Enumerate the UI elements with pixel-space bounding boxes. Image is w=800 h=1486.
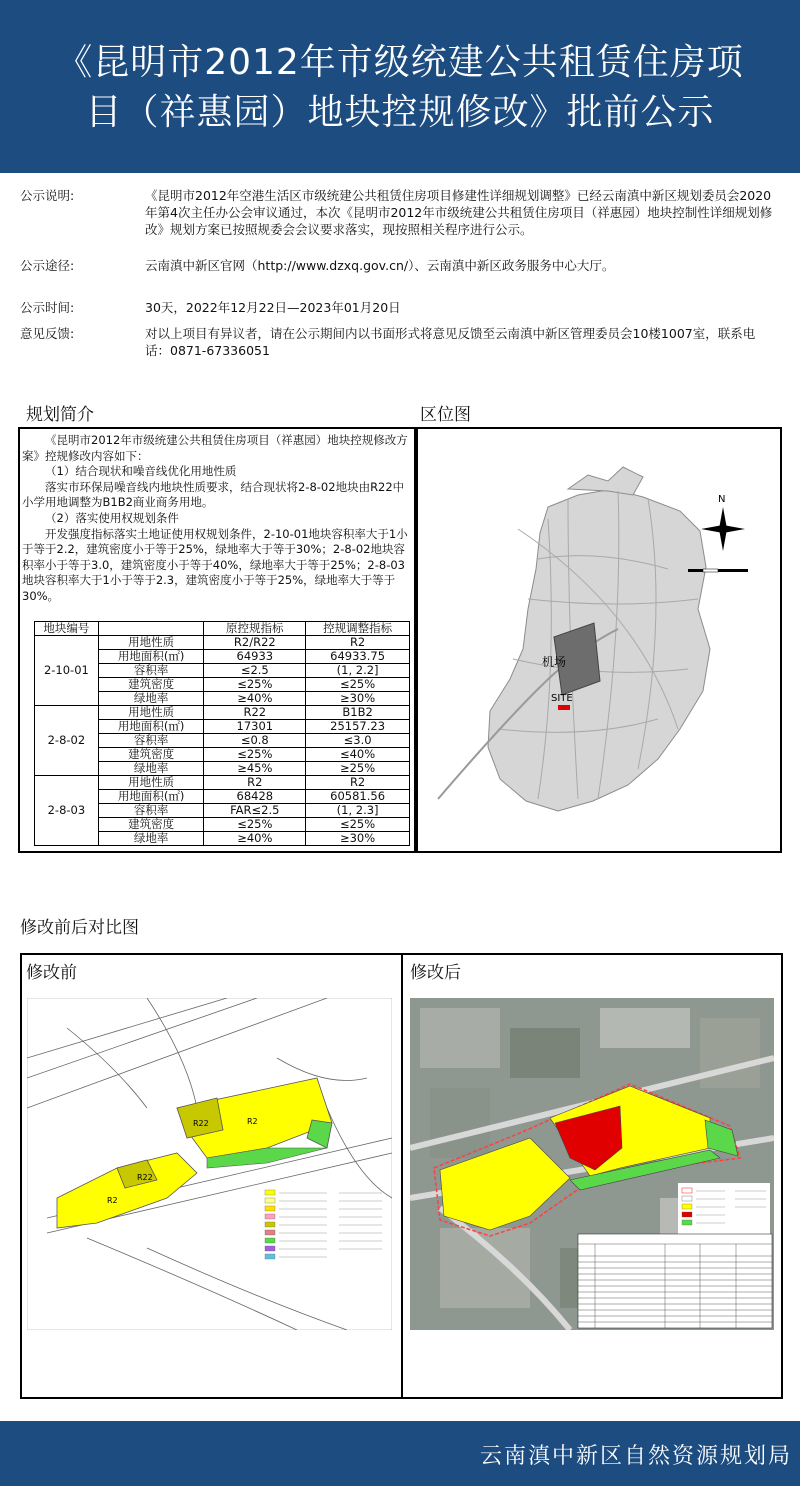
after-map [410,998,774,1330]
table-cell: R2/R22 [204,636,306,650]
footer-org-name: 云南滇中新区自然资源规划局 [479,1444,792,1469]
table-cell: ≤0.8 [204,734,306,748]
plot-id-cell: 2-8-03 [35,776,99,846]
table-cell: (1, 2.2] [306,664,410,678]
section-label-compare: 修改前后对比图 [20,918,139,938]
table-cell: 用地性质 [98,636,204,650]
table-cell: ≤3.0 [306,734,410,748]
section-label-intro: 规划简介 [26,405,94,425]
table-cell: 64933 [204,650,306,664]
indicator-table [34,621,410,846]
table-cell: 17301 [204,720,306,734]
table-header-row [35,622,410,636]
notice-row-feedback [20,325,780,359]
before-map [27,998,392,1330]
location-map [418,429,780,851]
site-marker [558,705,570,710]
table-cell: 用地性质 [98,706,204,720]
table-cell: B1B2 [306,706,410,720]
footer-banner [0,1421,800,1486]
intro-paragraph: 开发强度指标落实土地证使用权规划条件，2-10-01地块容积率大于1小于等于2.2，建筑密度小于等于25%，绿地率大于等于30%；2-8-02地块容积率小于等于3.0，建筑密度小于等于40%，绿地率大于等于25%；2-8-03地块容积率大于1小于等于2.3，建筑密度小于等于25%，绿地率大于等于30%。 [22,526,408,603]
location-map-box [416,427,782,853]
table-cell: ≤25% [204,818,306,832]
notice-label: 意见反馈: [20,326,75,341]
compare-divider [401,953,403,1399]
table-cell: 容积率 [98,664,204,678]
table-cell: 绿地率 [98,692,204,706]
notice-label: 公示途径: [20,258,75,273]
table-cell: FAR≤2.5 [204,804,306,818]
before-label-r22-b: R22 [137,1173,153,1182]
notice-row-time [20,299,780,325]
after-landuse-table [578,1234,772,1328]
table-cell: R2 [306,636,410,650]
table-header-cell: 原控规指标 [204,622,306,636]
table-cell: ≤25% [306,678,410,692]
site-label: SITE [551,693,573,704]
table-header-cell: 地块编号 [35,622,99,636]
intro-paragraph: （2）落实使用权规划条件 [45,510,179,525]
table-row [35,636,410,650]
table-header-cell: 控规调整指标 [306,622,410,636]
table-cell: 25157.23 [306,720,410,734]
table-cell: (1, 2.3] [306,804,410,818]
notice-value: 《昆明市2012年空港生活区市级统建公共租赁住房项目修建性详细规划调整》已经云南滇中新区规划委员会2020年第4次主任办公会审议通过，本次《昆明市2012年市级统建公共租赁住房项目（祥惠园）地块控制性详细规划修改》规划方案已按照规委会会议要求落实，现按照相关程序进行公示。 [145,188,773,237]
table-cell: ≥30% [306,692,410,706]
table-cell: ≤2.5 [204,664,306,678]
table-cell: ≤25% [306,818,410,832]
airport-label: 机场 [542,655,567,669]
table-header-cell [98,622,204,636]
notice-block [20,187,780,359]
notice-row-description [20,187,780,257]
page-title-line1: 《昆明市2012年市级统建公共租赁住房项 [56,42,744,83]
table-cell: ≥30% [306,832,410,846]
table-cell: ≥40% [204,692,306,706]
table-cell: ≤25% [204,748,306,762]
north-label: N [718,494,726,505]
table-cell: 用地性质 [98,776,204,790]
table-cell: 68428 [204,790,306,804]
table-cell: 容积率 [98,734,204,748]
before-caption: 修改前 [26,963,77,983]
before-label-r2-a: R2 [247,1117,258,1126]
table-cell: R2 [204,776,306,790]
table-cell: 容积率 [98,804,204,818]
header-banner [0,0,800,173]
table-cell: ≤25% [204,678,306,692]
notice-row-channel [20,257,780,299]
plot-id-cell: 2-8-02 [35,706,99,776]
table-cell: 建筑密度 [98,748,204,762]
table-cell: 60581.56 [306,790,410,804]
table-cell: 用地面积(㎡) [98,720,204,734]
before-label-r22-a: R22 [193,1119,209,1128]
table-cell: ≥40% [204,832,306,846]
table-row [35,776,410,790]
intro-text [22,433,410,605]
table-row [35,706,410,720]
table-cell: R22 [204,706,306,720]
table-cell: ≤40% [306,748,410,762]
intro-paragraph: 落实市环保局噪音线内地块性质要求，结合现状将2-8-02地块由R22中小学用地调整为B1B2商业商务用地。 [22,479,405,510]
notice-value: 30天，2022年12月22日—2023年01月20日 [145,300,401,315]
table-cell: 用地面积(㎡) [98,650,204,664]
notice-value: 对以上项目有异议者，请在公示期间内以书面形式将意见反馈至云南滇中新区管理委员会10楼1007室，联系电话：0871-67336051 [145,326,756,358]
section-label-location: 区位图 [420,405,471,425]
table-cell: 用地面积(㎡) [98,790,204,804]
scale-bar [688,569,748,572]
notice-value: 云南滇中新区官网（http://www.dzxq.gov.cn/）、云南滇中新区政务服务中心大厅。 [145,258,615,273]
table-cell: R2 [306,776,410,790]
table-cell: 绿地率 [98,762,204,776]
table-cell: 建筑密度 [98,818,204,832]
notice-label: 公示时间: [20,300,75,315]
page-title-line2: 目（祥惠园）地块控规修改》批前公示 [85,92,715,133]
table-cell: 64933.75 [306,650,410,664]
table-cell: ≥45% [204,762,306,776]
notice-label: 公示说明: [20,188,75,203]
page-title [40,38,760,138]
table-cell: 绿地率 [98,832,204,846]
after-caption: 修改后 [410,963,461,983]
intro-paragraph: （1）结合现状和噪音线优化用地性质 [45,464,237,479]
table-cell: 建筑密度 [98,678,204,692]
plot-id-cell: 2-10-01 [35,636,99,706]
intro-paragraph: 《昆明市2012年市级统建公共租赁住房项目（祥惠园）地块控规修改方案》控规修改内容如下： [22,433,408,463]
table-cell: ≥25% [306,762,410,776]
before-label-r2-b: R2 [107,1196,118,1205]
